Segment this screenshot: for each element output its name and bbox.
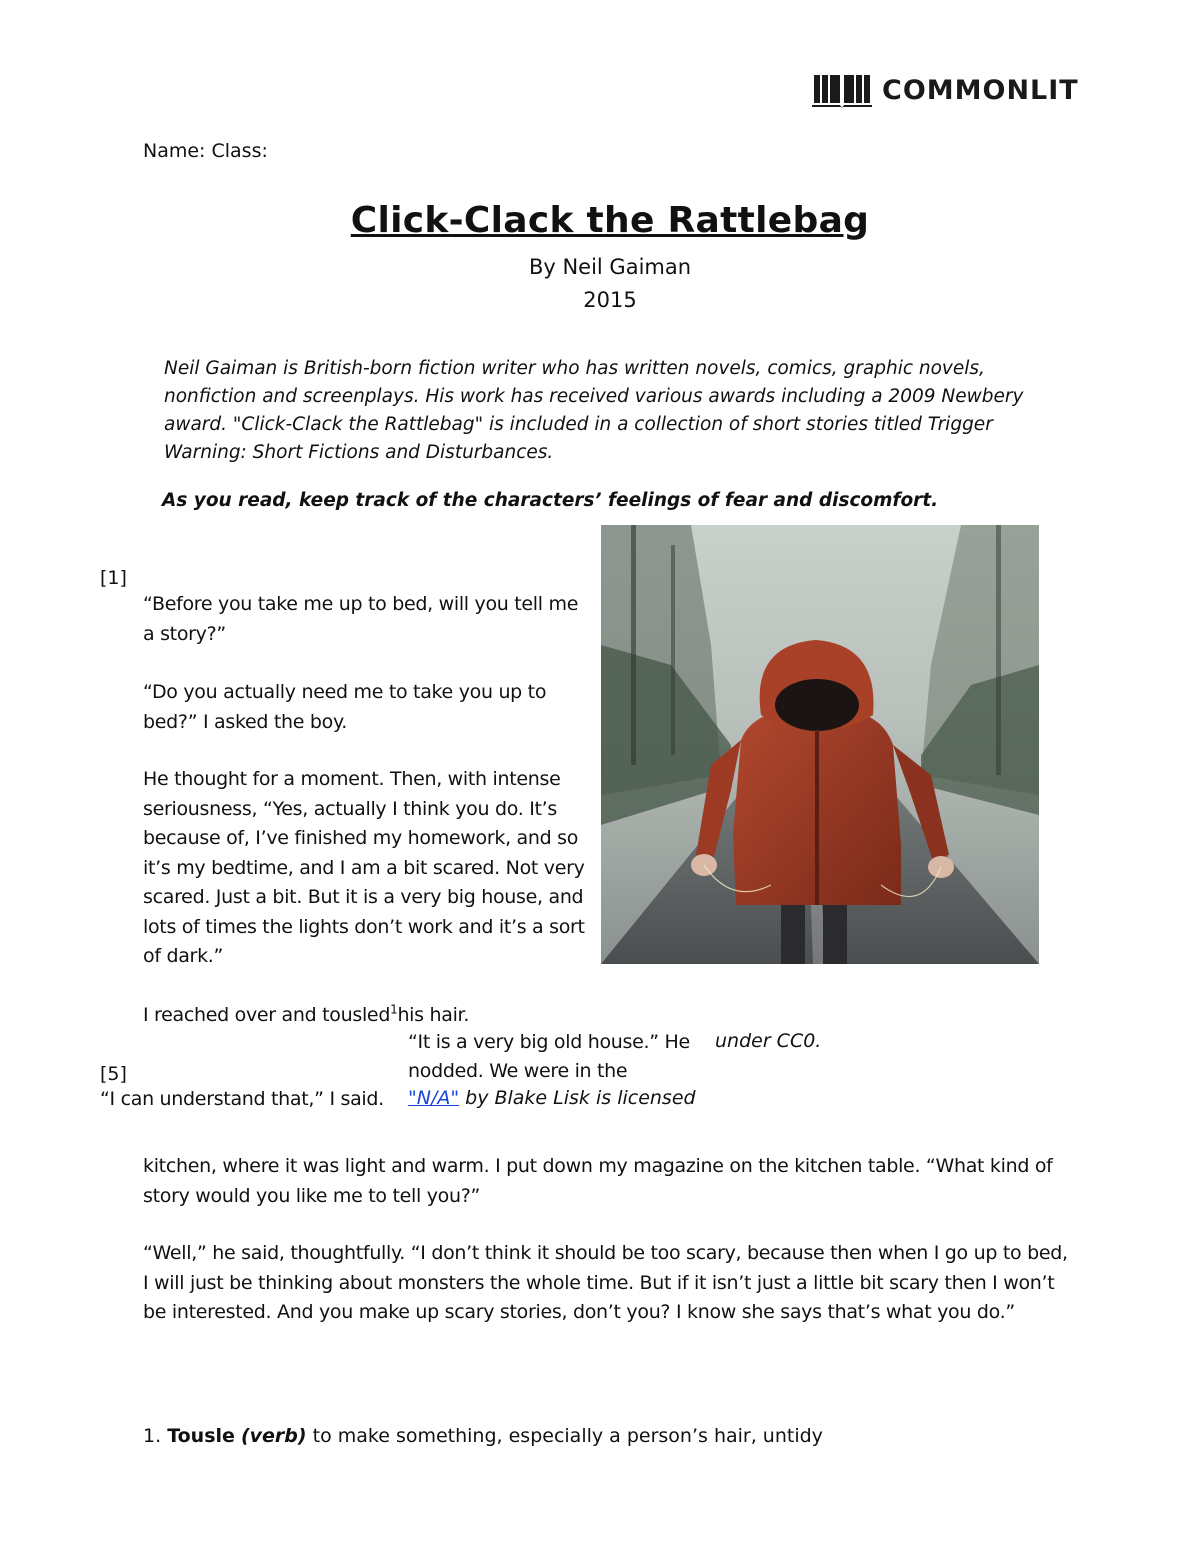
- footnote-term: Tousle: [167, 1425, 235, 1447]
- story-fragment-line-1: “It is a very big old house.” He: [408, 1031, 690, 1053]
- paragraph-4-text-end: his hair.: [397, 1004, 470, 1026]
- photo-child-in-red-coat: [601, 525, 1039, 964]
- document-title: Click-Clack the Rattlebag: [350, 200, 870, 241]
- open-book-icon: [812, 71, 872, 109]
- story-image: [601, 525, 1039, 964]
- story-paragraph-3: He thought for a moment. Then, with intense seriousness, “Yes, actually I think you do. It’s because of, I’ve finished my homework, and so it’s my bedtime, and I am a bit scared. Not very scared. Just a bit. But it is a very big house, and lots of times the lights don’t work and it’s a sort of dark.”: [143, 768, 585, 967]
- story-paragraph-2: “Do you actually need me to take you up to bed?” I asked the boy.: [143, 681, 547, 733]
- story-paragraph-6: kitchen, where it was light and warm. I put down my magazine on the kitchen table. “What kind of story would you like me to tell you?”: [143, 1155, 1053, 1207]
- footnote-1: [143, 1425, 823, 1447]
- paragraph-4-text: I reached over and tousled: [143, 1004, 391, 1026]
- reading-prompt: As you read, keep track of the characters’ feelings of fear and discomfort.: [162, 490, 939, 511]
- paragraph-number-1: [1]: [100, 567, 127, 589]
- paragraph-number-5: [5]: [100, 1063, 127, 1085]
- footnote-number: 1.: [143, 1425, 162, 1447]
- image-caption-link[interactable]: "N/A": [408, 1087, 460, 1109]
- footnote-definition: to make something, especially a person’s hair, untidy: [312, 1425, 823, 1447]
- name-class-label: Name: Class:: [143, 140, 268, 162]
- footnote-part-of-speech: (verb): [240, 1425, 307, 1447]
- image-caption-credit: by Blake Lisk is licensed: [459, 1087, 696, 1109]
- image-caption: [408, 1087, 696, 1109]
- publication-year: 2015: [583, 288, 637, 312]
- story-paragraph-7: “Well,” he said, thoughtfully. “I don’t think it should be too scary, because then when I go up to bed, I will just be thinking about monsters the whole time. But if it isn’t just a little bit scary then I won’t be interested. And you make up scary stories, don’t you? I know she says that’s what you do.”: [143, 1242, 1068, 1323]
- footnote-reference-1[interactable]: 1: [390, 1002, 398, 1017]
- logo-text: COMMONLIT: [882, 74, 1079, 106]
- intro-paragraph: Neil Gaiman is British-born fiction writer who has written novels, comics, graphic novels, nonfiction and screenplays. His work has received various awards including a 2009 Newbery award. "Click-Clack the Rattlebag" is included in a collection of short stories titled Trigger Warning: Short Fictions and Disturbances.: [164, 358, 1024, 463]
- story-paragraph-1: “Before you take me up to bed, will you tell me a story?”: [143, 593, 579, 645]
- story-fragment-line-2: nodded. We were in the: [408, 1060, 628, 1082]
- image-caption-license: under CC0.: [715, 1030, 822, 1052]
- commonlit-logo: [812, 70, 1079, 110]
- author-line: By Neil Gaiman: [528, 255, 692, 279]
- story-paragraph-4: [143, 1001, 643, 1031]
- story-paragraph-5: “I can understand that,” I said.: [100, 1088, 384, 1110]
